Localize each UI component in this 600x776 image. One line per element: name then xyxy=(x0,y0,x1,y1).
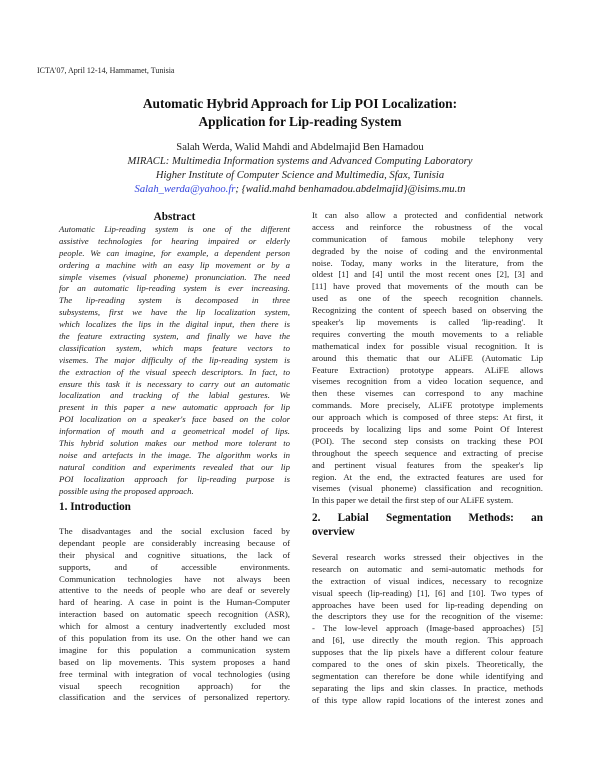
text-line: visual speech recognition approach) for the xyxy=(59,680,290,691)
text-line: around this thematic that our ALiFE (Automatic Lip xyxy=(312,352,543,363)
text-line: interaction based on automatic speech recognition (ASR), xyxy=(59,609,290,620)
author-block xyxy=(0,141,600,197)
text-line: classification system, which maps feature vectors to xyxy=(59,342,290,353)
text-line: noise. Today, many works in the literature, from the xyxy=(312,257,543,268)
affiliation-line: MIRACL: Multimedia Information systems and Advanced Computing Laboratory xyxy=(127,156,473,167)
email-line xyxy=(0,183,600,197)
section2-body xyxy=(312,552,543,707)
text-line: ordering a machine with an easy lip movement or by a xyxy=(59,259,290,270)
text-line: Communication technologies have not always been xyxy=(59,573,290,584)
text-line: proceeds by localizing lips and some Point Of Interest xyxy=(312,424,543,435)
email-rest: ; {walid.mahd benhamadou.abdelmajid}@isims.mu.tn xyxy=(235,184,466,195)
text-line: visemes (visual phoneme) classification and recognition. xyxy=(312,483,543,494)
text-line: In this paper we detail the first step of our ALiFE system. xyxy=(312,495,514,506)
text-line: Automatic Lip-reading system is one of the different xyxy=(59,224,290,234)
text-line: Feature Extraction) prototype appears. ALiFE allows xyxy=(312,364,543,375)
text-line: communication of famous mobile telephony very xyxy=(312,233,543,244)
text-line: the feature extracting system, and finally we have the xyxy=(59,331,290,342)
text-line: visemes recognition from a video location sequence, and xyxy=(312,376,543,387)
right-column-body xyxy=(312,210,543,507)
email-link[interactable]: Salah_werda@yahoo.fr xyxy=(134,184,236,195)
text-line: Recognizing the content of speech based on observing the xyxy=(312,305,543,316)
text-line: The lip-reading system is decomposed in three xyxy=(59,295,290,306)
text-line: the descriptors they use for the recognition of the viseme: xyxy=(312,611,543,622)
text-line: free terminal with integration of vocal technologies (using xyxy=(59,668,290,679)
text-line: visemes. The major difficulty of the lip-reading system is xyxy=(59,354,290,365)
section2-heading-line: overview xyxy=(312,526,355,538)
text-line: for an automatic lip-reading system is ever increasing. xyxy=(59,283,290,294)
text-line: commands. More precisely, ALiFE prototype implements xyxy=(312,400,543,411)
text-line: simple visemes (visual phoneme) pronunciation. The need xyxy=(59,271,290,282)
text-line: separating the lips and skin classes. In practice, methods xyxy=(312,682,543,693)
running-header: ICTA'07, April 12-14, Hammamet, Tunisia xyxy=(37,66,175,75)
text-line: region. At the end, the extracted features are used for xyxy=(312,471,543,482)
text-line: used as one of the speech recognition channels. xyxy=(312,293,543,304)
text-line: the extraction of the visual speech descriptors. In fact, to xyxy=(59,366,290,377)
abstract-body xyxy=(59,224,290,497)
title-line: Automatic Hybrid Approach for Lip POI Localization: xyxy=(142,96,458,111)
text-line: (POI). The second step consists on tracking these POI xyxy=(312,435,543,446)
text-line: ensure this task it is necessary to carry out an automatic xyxy=(59,378,290,389)
text-line: [11] have proved that movements of the mouth can be xyxy=(312,281,543,292)
text-line: POI localization approach for lip-reading purpose is xyxy=(59,473,290,484)
text-line: supposes that the lip pixels have a different colour feature xyxy=(312,647,543,658)
affiliation-line: Higher Institute of Computer Science and Multimedia, Sfax, Tunisia xyxy=(155,170,445,181)
text-line: natural condition and experiments revealed that our lip xyxy=(59,461,290,472)
text-line: and pertinent visual features from the speaker's lip xyxy=(312,459,543,470)
text-line: throughout the speech sequence and extracting of precise xyxy=(312,447,543,458)
introduction-heading: 1. Introduction xyxy=(59,501,131,513)
text-line: subsystems, first we have the lip localization system, xyxy=(59,307,290,318)
text-line: approaches have been used for lip-reading depending on xyxy=(312,599,543,610)
text-line: degraded by the noise of coding and the environmental xyxy=(312,245,543,256)
text-line: mathematical index for possible visual recognition. It is xyxy=(312,340,543,351)
text-line: It can also allow a protected and confidential network xyxy=(312,210,543,220)
section2-heading-line: 2. Labial Segmentation Methods: an xyxy=(312,512,543,524)
text-line: speaker's lip movements is called 'lip-reading'. It xyxy=(312,317,543,328)
paper-title xyxy=(0,95,600,131)
text-line: then these visemes can correspond to any machine xyxy=(312,388,543,399)
text-line: requires converting the mouth movements to a reliable xyxy=(312,328,543,339)
author-names: Salah Werda, Walid Mahdi and Abdelmajid Ben Hamadou xyxy=(176,142,424,153)
text-line: attentive to the needs of people who are deaf or severely xyxy=(59,585,290,596)
text-line: The disadvantages and the social exclusion faced by xyxy=(59,526,290,536)
text-line: research on automatic and semi-automatic methods for xyxy=(312,563,543,574)
title-line: Application for Lip-reading System xyxy=(198,114,402,129)
text-line: visual speech (lip-reading) [1], [6] and [10]. Two types of xyxy=(312,587,543,598)
text-line: supports, and of accessible environments. xyxy=(59,561,290,572)
text-line: people. We can imagine, for example, a dependent person xyxy=(59,247,290,258)
text-line: classification and the services of personalized repertory. xyxy=(59,692,290,703)
text-line: imagine for this population a communication system xyxy=(59,644,290,655)
section2-heading xyxy=(312,511,543,539)
text-line: which localizes the lips in the digital input, then there is xyxy=(59,319,290,330)
text-line: information of mouth and a geometrical model of lips. xyxy=(59,426,290,437)
text-line: of this population from its use. On the other hand we can xyxy=(59,633,290,644)
text-line: access and reinforce the robustness of the vocal xyxy=(312,221,543,232)
text-line: localization and tracking of the labial gestures. We xyxy=(59,390,290,401)
text-line: This hybrid solution makes our method more tolerant to xyxy=(59,438,290,449)
text-line: oldest [1] and [4] until the most recent ones [2], [3] and xyxy=(312,269,543,280)
text-line: segmentation can therefore be done while identifying and xyxy=(312,670,543,681)
text-line: compared to the ones of skin pixels. Theoretically, the xyxy=(312,659,543,670)
text-line: their physical and cognitive situations, the lack of xyxy=(59,549,290,560)
text-line: which for almost a century inadvertently excluded most xyxy=(59,621,290,632)
text-line: noise and artefacts in the image. The algorithm works in xyxy=(59,449,290,460)
text-line: and [6], use directly the mouth region. This approach xyxy=(312,635,543,646)
abstract-heading: Abstract xyxy=(153,211,196,223)
text-line: our approach which is composed of three steps: At first, it xyxy=(312,412,543,423)
text-line: based on lip movements. This system proposes a hand xyxy=(59,656,290,667)
text-line: assistive technologies for hearing impaired or elderly xyxy=(59,235,290,246)
text-line: of this type allow rapid locations of the interest zones and xyxy=(312,694,543,705)
text-line: the extraction of visual indices, necessary to recognize xyxy=(312,575,543,586)
text-line: dependant people are considerably increasing because of xyxy=(59,537,290,548)
text-line: hard of hearing. A case in point is the Human-Computer xyxy=(59,597,290,608)
text-line: POI localization on a speaker's face based on the color xyxy=(59,414,290,425)
text-line: present in this paper a new automatic approach for lip xyxy=(59,402,290,413)
text-line: Several research works stressed their objectives in the xyxy=(312,552,543,562)
text-line: - The low-level approach (Image-based approaches) [5] xyxy=(312,623,543,634)
text-line: possible using the proposed approach. xyxy=(59,485,194,496)
introduction-body xyxy=(59,526,290,704)
